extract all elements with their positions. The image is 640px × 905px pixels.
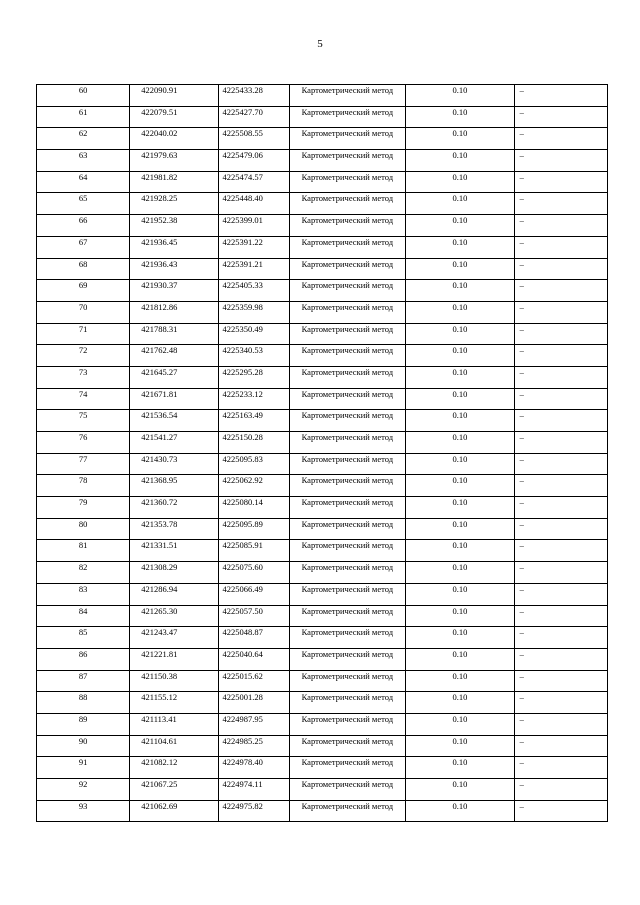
x-coordinate-cell: 422090.91	[130, 85, 218, 107]
note-cell: –	[514, 648, 607, 670]
y-coordinate-cell: 4225350.49	[218, 323, 289, 345]
point-number-cell: 69	[37, 280, 130, 302]
point-number-cell: 71	[37, 323, 130, 345]
point-number-cell: 75	[37, 410, 130, 432]
point-number-cell: 87	[37, 670, 130, 692]
method-cell: Картометрический метод	[289, 518, 406, 540]
point-number-cell: 89	[37, 713, 130, 735]
x-coordinate-cell: 421788.31	[130, 323, 218, 345]
y-coordinate-cell: 4225448.40	[218, 193, 289, 215]
table-row	[37, 583, 608, 605]
point-number-cell: 92	[37, 779, 130, 801]
accuracy-cell: 0.10	[406, 757, 515, 779]
x-coordinate-cell: 421353.78	[130, 518, 218, 540]
note-cell: –	[514, 215, 607, 237]
table-row	[37, 713, 608, 735]
table-row	[37, 779, 608, 801]
table-row	[37, 540, 608, 562]
accuracy-cell: 0.10	[406, 85, 515, 107]
x-coordinate-cell: 421645.27	[130, 366, 218, 388]
x-coordinate-cell: 421812.86	[130, 301, 218, 323]
table-row	[37, 128, 608, 150]
note-cell: –	[514, 410, 607, 432]
accuracy-cell: 0.10	[406, 128, 515, 150]
accuracy-cell: 0.10	[406, 779, 515, 801]
method-cell: Картометрический метод	[289, 215, 406, 237]
method-cell: Картометрический метод	[289, 301, 406, 323]
method-cell: Картометрический метод	[289, 85, 406, 107]
note-cell: –	[514, 432, 607, 454]
y-coordinate-cell: 4225405.33	[218, 280, 289, 302]
note-cell: –	[514, 540, 607, 562]
point-number-cell: 77	[37, 453, 130, 475]
x-coordinate-cell: 421952.38	[130, 215, 218, 237]
accuracy-cell: 0.10	[406, 215, 515, 237]
accuracy-cell: 0.10	[406, 453, 515, 475]
y-coordinate-cell: 4225062.92	[218, 475, 289, 497]
y-coordinate-cell: 4225427.70	[218, 106, 289, 128]
note-cell: –	[514, 301, 607, 323]
y-coordinate-cell: 4225474.57	[218, 171, 289, 193]
x-coordinate-cell: 421155.12	[130, 692, 218, 714]
accuracy-cell: 0.10	[406, 388, 515, 410]
method-cell: Картометрический метод	[289, 692, 406, 714]
y-coordinate-cell: 4225295.28	[218, 366, 289, 388]
x-coordinate-cell: 421981.82	[130, 171, 218, 193]
x-coordinate-cell: 421243.47	[130, 627, 218, 649]
y-coordinate-cell: 4225057.50	[218, 605, 289, 627]
table-row	[37, 497, 608, 519]
method-cell: Картометрический метод	[289, 627, 406, 649]
y-coordinate-cell: 4224985.25	[218, 735, 289, 757]
accuracy-cell: 0.10	[406, 475, 515, 497]
table-row	[37, 171, 608, 193]
y-coordinate-cell: 4225085.91	[218, 540, 289, 562]
note-cell: –	[514, 128, 607, 150]
note-cell: –	[514, 236, 607, 258]
point-number-cell: 60	[37, 85, 130, 107]
table-body	[37, 85, 608, 822]
y-coordinate-cell: 4225040.64	[218, 648, 289, 670]
method-cell: Картометрический метод	[289, 453, 406, 475]
point-number-cell: 93	[37, 800, 130, 822]
x-coordinate-cell: 421265.30	[130, 605, 218, 627]
method-cell: Картометрический метод	[289, 236, 406, 258]
x-coordinate-cell: 421536.54	[130, 410, 218, 432]
point-number-cell: 63	[37, 150, 130, 172]
table-row	[37, 280, 608, 302]
accuracy-cell: 0.10	[406, 670, 515, 692]
point-number-cell: 84	[37, 605, 130, 627]
point-number-cell: 86	[37, 648, 130, 670]
table-row	[37, 85, 608, 107]
note-cell: –	[514, 345, 607, 367]
method-cell: Картометрический метод	[289, 779, 406, 801]
accuracy-cell: 0.10	[406, 735, 515, 757]
x-coordinate-cell: 421308.29	[130, 562, 218, 584]
x-coordinate-cell: 421331.51	[130, 540, 218, 562]
method-cell: Картометрический метод	[289, 497, 406, 519]
x-coordinate-cell: 421082.12	[130, 757, 218, 779]
method-cell: Картометрический метод	[289, 323, 406, 345]
method-cell: Картометрический метод	[289, 128, 406, 150]
note-cell: –	[514, 735, 607, 757]
point-number-cell: 64	[37, 171, 130, 193]
accuracy-cell: 0.10	[406, 562, 515, 584]
x-coordinate-cell: 421368.95	[130, 475, 218, 497]
x-coordinate-cell: 421067.25	[130, 779, 218, 801]
method-cell: Картометрический метод	[289, 388, 406, 410]
table-row	[37, 106, 608, 128]
x-coordinate-cell: 421360.72	[130, 497, 218, 519]
y-coordinate-cell: 4225391.21	[218, 258, 289, 280]
y-coordinate-cell: 4224978.40	[218, 757, 289, 779]
y-coordinate-cell: 4224974.11	[218, 779, 289, 801]
x-coordinate-cell: 421930.37	[130, 280, 218, 302]
y-coordinate-cell: 4224975.82	[218, 800, 289, 822]
method-cell: Картометрический метод	[289, 735, 406, 757]
accuracy-cell: 0.10	[406, 323, 515, 345]
x-coordinate-cell: 421541.27	[130, 432, 218, 454]
accuracy-cell: 0.10	[406, 713, 515, 735]
method-cell: Картометрический метод	[289, 345, 406, 367]
point-number-cell: 61	[37, 106, 130, 128]
accuracy-cell: 0.10	[406, 366, 515, 388]
y-coordinate-cell: 4225095.83	[218, 453, 289, 475]
accuracy-cell: 0.10	[406, 171, 515, 193]
note-cell: –	[514, 366, 607, 388]
page-number: 5	[317, 38, 323, 50]
point-number-cell: 67	[37, 236, 130, 258]
method-cell: Картометрический метод	[289, 562, 406, 584]
note-cell: –	[514, 453, 607, 475]
accuracy-cell: 0.10	[406, 345, 515, 367]
note-cell: –	[514, 150, 607, 172]
x-coordinate-cell: 421762.48	[130, 345, 218, 367]
y-coordinate-cell: 4225150.28	[218, 432, 289, 454]
accuracy-cell: 0.10	[406, 518, 515, 540]
note-cell: –	[514, 757, 607, 779]
note-cell: –	[514, 713, 607, 735]
x-coordinate-cell: 421062.69	[130, 800, 218, 822]
x-coordinate-cell: 421430.73	[130, 453, 218, 475]
point-number-cell: 80	[37, 518, 130, 540]
note-cell: –	[514, 518, 607, 540]
table-row	[37, 692, 608, 714]
x-coordinate-cell: 421104.61	[130, 735, 218, 757]
accuracy-cell: 0.10	[406, 150, 515, 172]
accuracy-cell: 0.10	[406, 648, 515, 670]
point-number-cell: 88	[37, 692, 130, 714]
method-cell: Картометрический метод	[289, 171, 406, 193]
point-number-cell: 70	[37, 301, 130, 323]
method-cell: Картометрический метод	[289, 106, 406, 128]
y-coordinate-cell: 4225340.53	[218, 345, 289, 367]
point-number-cell: 78	[37, 475, 130, 497]
accuracy-cell: 0.10	[406, 236, 515, 258]
accuracy-cell: 0.10	[406, 432, 515, 454]
y-coordinate-cell: 4225015.62	[218, 670, 289, 692]
note-cell: –	[514, 171, 607, 193]
x-coordinate-cell: 422040.02	[130, 128, 218, 150]
method-cell: Картометрический метод	[289, 475, 406, 497]
table-row	[37, 236, 608, 258]
x-coordinate-cell: 421928.25	[130, 193, 218, 215]
note-cell: –	[514, 800, 607, 822]
method-cell: Картометрический метод	[289, 540, 406, 562]
y-coordinate-cell: 4225048.87	[218, 627, 289, 649]
y-coordinate-cell: 4225095.89	[218, 518, 289, 540]
method-cell: Картометрический метод	[289, 150, 406, 172]
y-coordinate-cell: 4225508.55	[218, 128, 289, 150]
y-coordinate-cell: 4225391.22	[218, 236, 289, 258]
x-coordinate-cell: 421979.63	[130, 150, 218, 172]
point-number-cell: 62	[37, 128, 130, 150]
table-row	[37, 800, 608, 822]
x-coordinate-cell: 421150.38	[130, 670, 218, 692]
accuracy-cell: 0.10	[406, 627, 515, 649]
point-number-cell: 85	[37, 627, 130, 649]
coordinates-table	[36, 84, 608, 822]
table-row	[37, 215, 608, 237]
method-cell: Картометрический метод	[289, 193, 406, 215]
note-cell: –	[514, 670, 607, 692]
note-cell: –	[514, 106, 607, 128]
note-cell: –	[514, 583, 607, 605]
note-cell: –	[514, 193, 607, 215]
table-row	[37, 648, 608, 670]
table-row	[37, 735, 608, 757]
y-coordinate-cell: 4225399.01	[218, 215, 289, 237]
x-coordinate-cell: 422079.51	[130, 106, 218, 128]
point-number-cell: 90	[37, 735, 130, 757]
accuracy-cell: 0.10	[406, 301, 515, 323]
point-number-cell: 74	[37, 388, 130, 410]
table-row	[37, 301, 608, 323]
table-row	[37, 258, 608, 280]
accuracy-cell: 0.10	[406, 583, 515, 605]
table-row	[37, 193, 608, 215]
method-cell: Картометрический метод	[289, 432, 406, 454]
note-cell: –	[514, 497, 607, 519]
accuracy-cell: 0.10	[406, 106, 515, 128]
table-row	[37, 605, 608, 627]
note-cell: –	[514, 258, 607, 280]
y-coordinate-cell: 4225001.28	[218, 692, 289, 714]
x-coordinate-cell: 421936.43	[130, 258, 218, 280]
note-cell: –	[514, 475, 607, 497]
table-row	[37, 518, 608, 540]
method-cell: Картометрический метод	[289, 800, 406, 822]
table-row	[37, 150, 608, 172]
method-cell: Картометрический метод	[289, 605, 406, 627]
point-number-cell: 65	[37, 193, 130, 215]
table-row	[37, 345, 608, 367]
point-number-cell: 91	[37, 757, 130, 779]
table-row	[37, 388, 608, 410]
method-cell: Картометрический метод	[289, 757, 406, 779]
accuracy-cell: 0.10	[406, 410, 515, 432]
accuracy-cell: 0.10	[406, 497, 515, 519]
y-coordinate-cell: 4225075.60	[218, 562, 289, 584]
method-cell: Картометрический метод	[289, 410, 406, 432]
y-coordinate-cell: 4225066.49	[218, 583, 289, 605]
point-number-cell: 66	[37, 215, 130, 237]
note-cell: –	[514, 388, 607, 410]
y-coordinate-cell: 4225359.98	[218, 301, 289, 323]
point-number-cell: 82	[37, 562, 130, 584]
table-row	[37, 432, 608, 454]
method-cell: Картометрический метод	[289, 713, 406, 735]
note-cell: –	[514, 280, 607, 302]
table-row	[37, 627, 608, 649]
point-number-cell: 73	[37, 366, 130, 388]
accuracy-cell: 0.10	[406, 605, 515, 627]
y-coordinate-cell: 4224987.95	[218, 713, 289, 735]
accuracy-cell: 0.10	[406, 258, 515, 280]
note-cell: –	[514, 627, 607, 649]
y-coordinate-cell: 4225433.28	[218, 85, 289, 107]
table-row	[37, 366, 608, 388]
note-cell: –	[514, 605, 607, 627]
point-number-cell: 81	[37, 540, 130, 562]
table-row	[37, 475, 608, 497]
accuracy-cell: 0.10	[406, 800, 515, 822]
x-coordinate-cell: 421221.81	[130, 648, 218, 670]
y-coordinate-cell: 4225163.49	[218, 410, 289, 432]
note-cell: –	[514, 85, 607, 107]
method-cell: Картометрический метод	[289, 670, 406, 692]
point-number-cell: 83	[37, 583, 130, 605]
x-coordinate-cell: 421286.94	[130, 583, 218, 605]
table-row	[37, 453, 608, 475]
method-cell: Картометрический метод	[289, 583, 406, 605]
note-cell: –	[514, 692, 607, 714]
y-coordinate-cell: 4225233.12	[218, 388, 289, 410]
table-row	[37, 562, 608, 584]
accuracy-cell: 0.10	[406, 280, 515, 302]
point-number-cell: 76	[37, 432, 130, 454]
note-cell: –	[514, 323, 607, 345]
accuracy-cell: 0.10	[406, 193, 515, 215]
y-coordinate-cell: 4225479.06	[218, 150, 289, 172]
method-cell: Картометрический метод	[289, 366, 406, 388]
note-cell: –	[514, 779, 607, 801]
point-number-cell: 79	[37, 497, 130, 519]
table-row	[37, 757, 608, 779]
point-number-cell: 72	[37, 345, 130, 367]
method-cell: Картометрический метод	[289, 280, 406, 302]
table-row	[37, 323, 608, 345]
table-row	[37, 410, 608, 432]
note-cell: –	[514, 562, 607, 584]
x-coordinate-cell: 421936.45	[130, 236, 218, 258]
method-cell: Картометрический метод	[289, 648, 406, 670]
table-row	[37, 670, 608, 692]
accuracy-cell: 0.10	[406, 692, 515, 714]
x-coordinate-cell: 421113.41	[130, 713, 218, 735]
method-cell: Картометрический метод	[289, 258, 406, 280]
y-coordinate-cell: 4225080.14	[218, 497, 289, 519]
point-number-cell: 68	[37, 258, 130, 280]
x-coordinate-cell: 421671.81	[130, 388, 218, 410]
accuracy-cell: 0.10	[406, 540, 515, 562]
